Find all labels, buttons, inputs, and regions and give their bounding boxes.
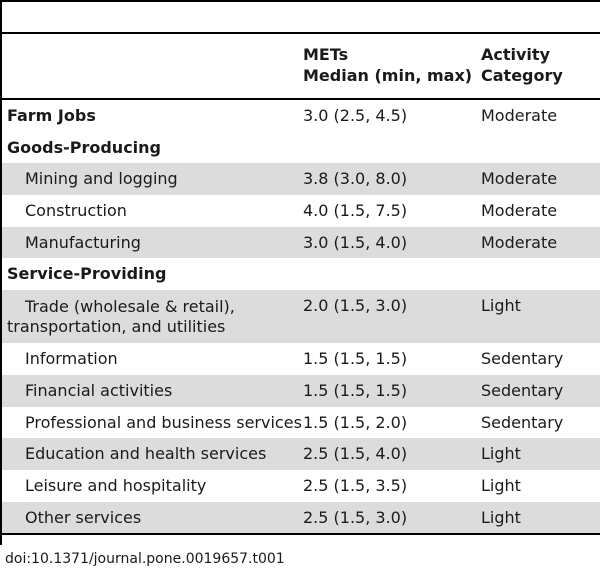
header-category [481,44,563,86]
row-category: Moderate [481,169,558,189]
table-row-construction [2,195,600,227]
table-row-education [2,438,600,470]
row-label [7,297,235,337]
table-row-mining [2,163,600,195]
section-label: Goods-Producing [7,137,161,157]
row-mets: 2.5 (1.5, 3.0) [303,507,408,527]
row-category: Sedentary [481,349,564,369]
row-label: Financial activities [25,380,173,400]
table-row-farm-jobs [2,100,600,132]
table-header [2,34,600,100]
header-category-line1: Activity [481,45,550,64]
table-bottom-rule [2,533,600,535]
row-label: Manufacturing [25,232,141,252]
table-row-leisure [2,470,600,502]
row-category: Moderate [481,232,558,252]
row-label: Other services [25,507,142,527]
row-label: Professional and business services [25,412,302,432]
table-row-financial [2,375,600,407]
row-mets: 4.0 (1.5, 7.5) [303,201,408,221]
table-row-service-providing [2,258,600,290]
row-mets: 2.5 (1.5, 3.5) [303,475,408,495]
row-mets: 2.0 (1.5, 3.0) [303,296,408,316]
row-mets: 1.5 (1.5, 1.5) [303,380,408,400]
header-mets-line1: METs [303,45,349,64]
table-row-manufacturing [2,227,600,259]
row-label: Leisure and hospitality [25,475,207,495]
row-label: Mining and logging [25,169,178,189]
header-category-line2: Category [481,66,563,85]
row-label-line1: Trade (wholesale & retail), [25,297,235,317]
row-mets: 2.5 (1.5, 4.0) [303,444,408,464]
table-row-trade [2,290,600,343]
row-category: Sedentary [481,380,564,400]
table-row-goods-producing [2,132,600,164]
table-row-other [2,502,600,534]
row-category: Light [481,475,521,495]
header-mets-line2: Median (min, max) [303,66,473,85]
row-mets: 1.5 (1.5, 1.5) [303,349,408,369]
section-label: Service-Providing [7,264,167,284]
row-category: Light [481,507,521,527]
table-row-information [2,343,600,375]
row-category: Moderate [481,201,558,221]
row-category: Sedentary [481,412,564,432]
row-mets: 3.0 (1.5, 4.0) [303,232,408,252]
row-label: Information [25,349,118,369]
row-label: Farm Jobs [7,106,96,125]
row-mets: 1.5 (1.5, 2.0) [303,412,408,432]
row-category: Light [481,444,521,464]
row-mets: 3.8 (3.0, 8.0) [303,169,408,189]
row-label: Construction [25,201,127,221]
doi-caption: doi:10.1371/journal.pone.0019657.t001 [5,551,285,567]
row-category: Moderate [481,106,558,125]
table-row-professional [2,407,600,439]
header-mets [303,44,472,86]
row-category: Light [481,296,521,316]
row-label: Education and health services [25,444,267,464]
row-mets: 3.0 (2.5, 4.5) [303,106,408,125]
mets-table [2,34,600,535]
top-border [0,0,600,2]
row-label-line2: transportation, and utilities [7,317,226,337]
